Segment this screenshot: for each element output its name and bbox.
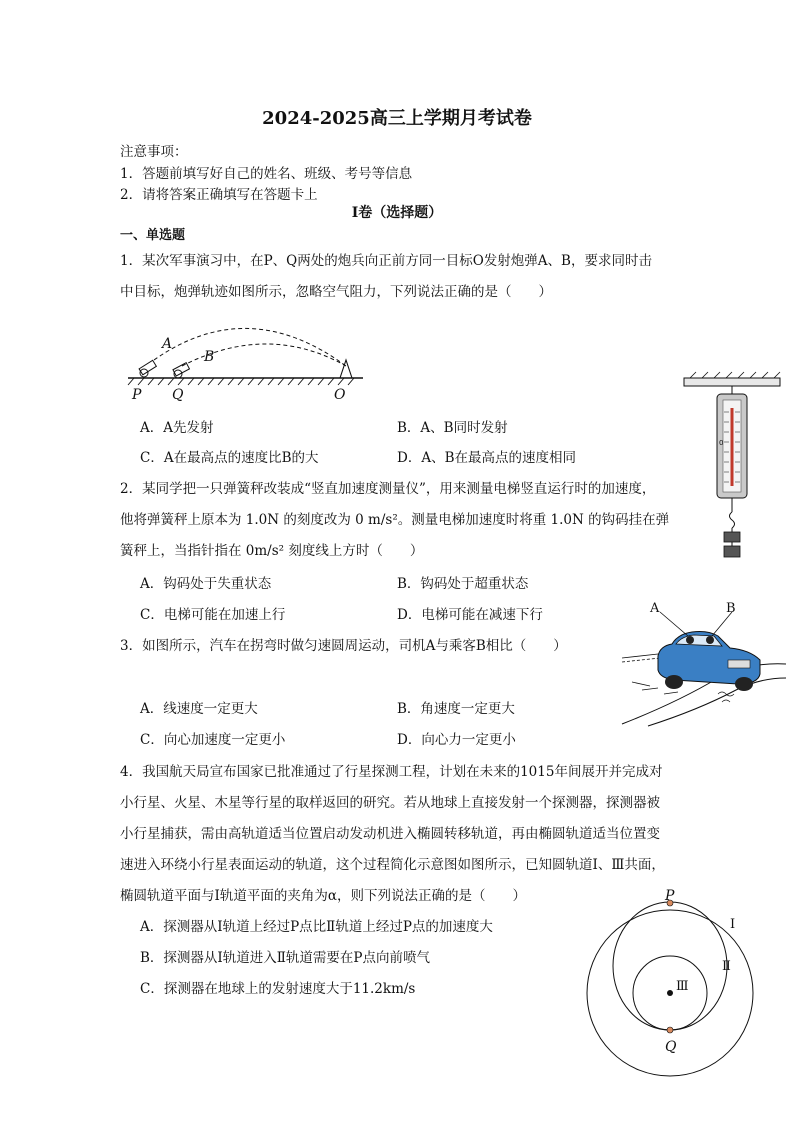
question-4-text: 小行星、火星、木星等行星的取样返回的研究。若从地球上直接发射一个探测器，探测器被 — [120, 795, 660, 811]
notice-item: 2．请将答案正确填写在答题卡上 — [120, 187, 318, 203]
label-o: O — [334, 387, 346, 403]
section-title: I卷（选择题） — [351, 205, 443, 221]
question-2-text: 2．某同学把一只弹簧秤改装成“竖直加速度测量仪”，用来测量电梯竖直运行时的加速度， — [120, 481, 656, 497]
label-p: P — [132, 387, 142, 403]
q3-option-d[interactable]: D．向心力一定更小 — [397, 732, 516, 748]
question-1-text: 1．某次军事演习中，在P、Q两处的炮兵向正前方同一目标O发射炮弹A、B，要求同时击 — [120, 253, 652, 269]
question-3-text: 3．如图所示，汽车在拐弯时做匀速圆周运动，司机A与乘客B相比（ ） — [120, 638, 567, 654]
notice-item: 1．答题前填写好自己的姓名、班级、考号等信息 — [120, 166, 413, 182]
label-q: Q — [172, 387, 184, 403]
projectile-figure — [118, 312, 368, 402]
page-title: 2024-2025高三上学期月考试卷 — [262, 108, 532, 129]
q1-option-c[interactable]: C．A在最高点的速度比B的大 — [140, 450, 319, 466]
target-o-icon — [340, 360, 352, 378]
q1-option-a[interactable]: A．A先发射 — [140, 420, 214, 436]
car-turning-figure — [618, 598, 788, 730]
question-1-text: 中目标，炮弹轨迹如图所示，忽略空气阻力，下列说法正确的是（ ） — [120, 284, 552, 300]
q2-option-c[interactable]: C．电梯可能在加速上行 — [140, 607, 286, 623]
orbit-label-iii: Ⅲ — [676, 979, 689, 994]
q3-option-b[interactable]: B．角速度一定更大 — [397, 701, 515, 717]
scale-zero-label: 0 — [719, 439, 724, 447]
q4-option-c[interactable]: C．探测器在地球上的发射速度大于11.2km/s — [140, 981, 416, 997]
q1-option-b[interactable]: B．A、B同时发射 — [397, 420, 508, 436]
question-4-text: 椭圆轨道平面与Ⅰ轨道平面的夹角为α，则下列说法正确的是（ ） — [120, 888, 526, 904]
cannon-p-icon — [139, 360, 156, 377]
label-a: A — [162, 336, 173, 352]
question-4-text: 4．我国航天局宣布国家已批准通过了行星探测工程，计划在未来的1015年间展开并完成对 — [120, 764, 663, 780]
q1-option-d[interactable]: D．A、B在最高点的速度相同 — [397, 450, 576, 466]
spring-scale-figure — [684, 372, 784, 562]
question-2-text: 他将弹簧秤上原本为 1.0N 的刻度改为 0 m/s²。测量电梯加速度时将重 1.0N 的钩码挂在弹 — [120, 512, 670, 528]
orbit-label-p: P — [665, 888, 675, 904]
question-4-text: 速进入环绕小行星表面运动的轨道，这个过程简化示意图如图所示，已知圆轨道Ⅰ、Ⅲ共面， — [120, 857, 665, 873]
cannon-q-icon — [173, 363, 190, 378]
q3-option-a[interactable]: A．线速度一定更大 — [140, 701, 258, 717]
q2-option-d[interactable]: D．电梯可能在减速下行 — [397, 607, 543, 623]
orbit-label-q: Q — [665, 1039, 677, 1055]
orbit-label-i: Ⅰ — [730, 917, 736, 932]
q4-option-b[interactable]: B．探测器从Ⅰ轨道进入Ⅱ轨道需要在P点向前喷气 — [140, 950, 431, 966]
question-2-text: 簧秤上，当指针指在 0m/s² 刻度线上方时（ ） — [120, 543, 424, 559]
q4-option-a[interactable]: A．探测器从Ⅰ轨道上经过P点比Ⅱ轨道上经过P点的加速度大 — [140, 919, 493, 935]
q2-option-b[interactable]: B．钩码处于超重状态 — [397, 576, 529, 592]
label-driver-a: A — [650, 601, 660, 616]
q2-option-a[interactable]: A．钩码处于失重状态 — [140, 576, 272, 592]
notice-heading: 注意事项： — [120, 144, 188, 160]
question-4-text: 小行星捕获，需由高轨道适当位置启动发动机进入椭圆转移轨道，再由椭圆轨道适当位置变 — [120, 826, 660, 842]
orbit-figure — [584, 890, 756, 1062]
label-b: B — [204, 349, 215, 365]
orbit-label-ii: Ⅱ — [722, 959, 731, 974]
q3-option-c[interactable]: C．向心加速度一定更小 — [140, 732, 286, 748]
label-passenger-b: B — [726, 601, 736, 616]
part-title: 一、单选题 — [120, 228, 186, 243]
